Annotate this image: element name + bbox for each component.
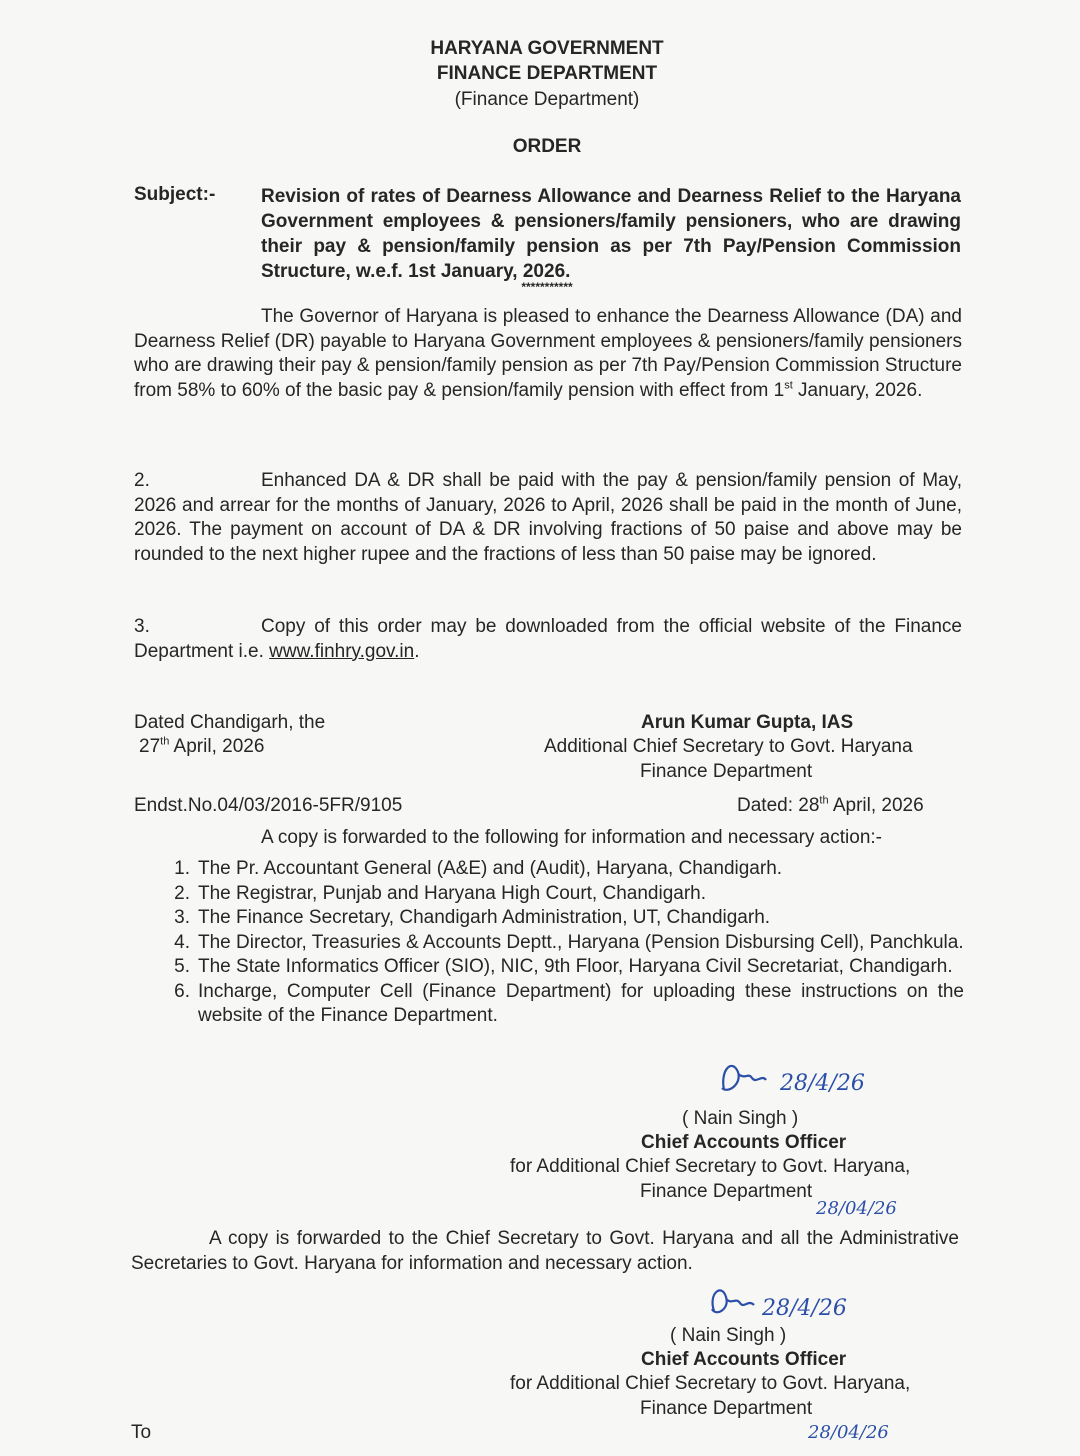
dated-date: 27th April, 2026 — [139, 735, 265, 757]
dept-heading: FINANCE DEPARTMENT — [436, 63, 658, 84]
recipient-number: 5. — [174, 956, 190, 977]
paragraph-1: The Governor of Haryana is pleased to enhance the Dearness Allowance (DA) and Dearness Relief (DR) payable to Haryana Government employees & pensioners/family pensioners who are drawing their pay & pension/family pension as per 7th Pay/Pension Commission Structure from 58% to 60% of the basic pay & pension/family pension with effect from 1st January, 2026. — [134, 306, 962, 401]
recipient-number: 3. — [174, 907, 190, 928]
handwritten-date-1 — [812, 1190, 922, 1224]
forward-instruction: A copy is forwarded to the following for information and necessary action:- — [261, 827, 882, 848]
recipient-number: 4. — [174, 931, 190, 953]
recipient-list — [134, 857, 964, 1029]
paragraph-2: 2. Enhanced DA & DR shall be paid with the pay & pension/family pension of May, 2026 and arrear for the months of January, 2026 to April, 2026 shall be paid in the month of June, 2026. The payment on account of DA & DR involving fractions of 50 paise and above may be rounded to the next higher rupee and the fractions of less than 50 paise may be ignored. — [134, 470, 962, 565]
order-title: ORDER — [512, 136, 582, 157]
recipient-text: The Pr. Accountant General (A&E) and (Audit), Haryana, Chandigarh. — [198, 858, 783, 879]
svg-text:28/04/26: 28/04/26 — [816, 1198, 897, 1219]
endorsement-date: Dated: 28th April, 2026 — [737, 794, 924, 816]
recipient-text: The State Informatics Officer (SIO), NIC, 9th Floor, Haryana Civil Secretariat, Chandigarh. — [198, 956, 953, 977]
recipient-item — [134, 931, 964, 956]
signatory-2-title: Chief Accounts Officer — [641, 1349, 847, 1370]
paragraph-2-number: 2. — [134, 470, 150, 491]
signatory-2-name: ( Nain Singh ) — [670, 1325, 787, 1346]
recipient-number: 2. — [174, 882, 190, 904]
paragraph-3-number: 3. — [134, 616, 150, 637]
recipient-item — [134, 882, 964, 907]
recipient-item — [134, 857, 964, 882]
subject-label: Subject:- — [134, 184, 216, 205]
signatory-1-title: Chief Accounts Officer — [641, 1132, 847, 1153]
svg-text:28/4/26: 28/4/26 — [762, 1296, 847, 1321]
gov-heading: HARYANA GOVERNMENT — [430, 38, 664, 59]
signatory-2-dept: Finance Department — [640, 1398, 813, 1419]
endorsement-number: Endst.No.04/03/2016-5FR/9105 — [134, 795, 403, 816]
recipient-number: 6. — [174, 980, 190, 1002]
signatory-1-for: for Additional Chief Secretary to Govt. Haryana, — [510, 1156, 911, 1177]
recipient-item — [134, 955, 964, 980]
paragraph-3: 3. Copy of this order may be downloaded from the official website of the Finance Department i.e. www.finhry.gov.in. — [134, 616, 962, 662]
recipient-item — [134, 980, 964, 1029]
recipient-text: The Registrar, Punjab and Haryana High Court, Chandigarh. — [198, 882, 707, 904]
dated-place: Dated Chandigarh, the — [134, 712, 326, 733]
recipient-text: The Director, Treasuries & Accounts Deptt., Haryana (Pension Disbursing Cell), Panchkula. — [198, 931, 964, 953]
subject-text: Revision of rates of Dearness Allowance and Dearness Relief to the Haryana Government employees & pensioners/family pensioners, who are drawing their pay & pension/family pension as per 7th Pay/Pension Commission Structure, w.e.f. 1st January, 2026. — [261, 186, 961, 282]
finance-website-link[interactable]: www.finhry.gov.in — [269, 640, 415, 662]
recipient-number: 1. — [174, 858, 190, 879]
signatory-2-for: for Additional Chief Secretary to Govt. Haryana, — [510, 1373, 911, 1394]
dept-subheading: (Finance Department) — [454, 89, 640, 110]
subject-divider: *********** — [521, 280, 573, 294]
recipient-text: The Finance Secretary, Chandigarh Administration, UT, Chandigarh. — [198, 907, 771, 928]
recipient-text: Incharge, Computer Cell (Finance Department) for uploading these instructions on the website of the Finance Department. — [198, 980, 964, 1026]
handwritten-date-2 — [804, 1412, 924, 1446]
signatory-name: Arun Kumar Gupta, IAS — [641, 712, 854, 733]
forward-paragraph-2: A copy is forwarded to the Chief Secretary to Govt. Haryana and all the Administrative Secretaries to Govt. Haryana for information and necessary action. — [131, 1228, 959, 1274]
signatory-designation: Additional Chief Secretary to Govt. Haryana — [544, 736, 913, 757]
svg-text:28/4/26: 28/4/26 — [780, 1071, 865, 1096]
signatory-1-dept: Finance Department — [640, 1181, 813, 1202]
svg-text:28/04/26: 28/04/26 — [808, 1422, 889, 1443]
signatory-department: Finance Department — [640, 761, 813, 782]
signatory-1-name: ( Nain Singh ) — [682, 1108, 799, 1129]
recipient-item — [134, 906, 964, 931]
to-label: To — [131, 1422, 152, 1443]
